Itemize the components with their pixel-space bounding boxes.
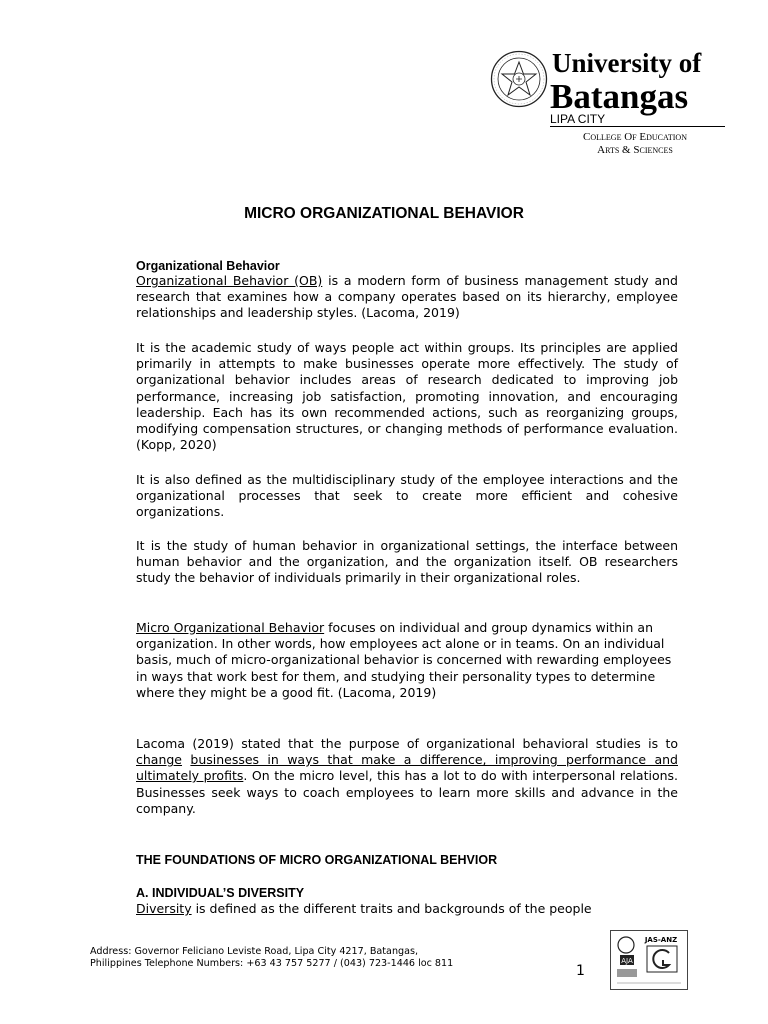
paragraph-text: is defined as the different traits and backgrounds of the people <box>191 901 592 916</box>
footer-address: Address: Governor Feliciano Leviste Road, Lipa City 4217, Batangas, Philippines Telephone Numbers: +63 43 757 5277 / (043) 723-1446 loc 811 <box>90 946 454 969</box>
paragraph-lacoma-purpose <box>136 736 678 817</box>
paragraph-text: Lacoma (2019) stated that the purpose of organizational behavioral studies is to <box>136 736 678 751</box>
college-name-line2: Arts & Sciences <box>597 144 673 156</box>
cert-label: JAS-ANZ <box>644 936 678 944</box>
cert-badge-text: AJA <box>621 957 633 965</box>
section-heading-foundations: THE FOUNDATIONS OF MICRO ORGANIZATIONAL BEHVIOR <box>136 853 498 867</box>
paragraph-multidisciplinary <box>136 472 678 521</box>
paragraph-micro-ob <box>136 620 678 701</box>
paragraph-text: is a modern form of business management study and research that examines how a company operates based on its hierarchy, employee relationships and leadership styles. (Lacoma, 2019) <box>136 273 678 321</box>
section-heading-organizational-behavior: Organizational Behavior <box>136 259 280 273</box>
term-organizational-behavior: Organizational Behavior (OB) <box>136 273 323 288</box>
college-name-line1: College Of Education <box>583 131 687 143</box>
paragraph-text: It is the study of human behavior in organizational settings, the interface between human behavior and the organization, and the organization itself. OB researchers study the behavior of individuals primarily in their organizational roles. <box>136 538 678 586</box>
paragraph-text: . On the micro level, this has a lot to do with interpersonal relations. Businesses seek ways to coach employees to learn more skills and advance in the company. <box>136 768 678 816</box>
term-micro-organizational-behavior: Micro Organizational Behavior <box>136 620 325 635</box>
paragraph-ob-definition <box>136 273 678 322</box>
header-divider <box>550 126 725 127</box>
university-name-line2: Batangas <box>550 77 689 116</box>
university-city: LIPA CITY <box>550 112 606 126</box>
university-seal-icon <box>490 50 548 108</box>
paragraph-academic-study <box>136 340 678 453</box>
term-businesses-difference: businesses in ways that make a difference, improving performance and ultimately profits <box>136 752 678 784</box>
certification-badge-icon <box>610 930 688 990</box>
subheading-individuals-diversity: A. INDIVIDUAL’S DIVERSITY <box>136 886 305 900</box>
paragraph-text: It is also defined as the multidisciplinary study of the employee interactions and the organizational processes that seek to create more efficient and cohesive organizations. <box>136 472 678 520</box>
term-diversity: Diversity <box>136 901 192 916</box>
paragraph-text: It is the academic study of ways people act within groups. Its principles are applied primarily in attempts to make businesses operate more effectively. The study of organizational behavior includes areas of research dedicated to improving job performance, increasing job satisfaction, promoting innovation, and encouraging leadership. Each has its own recommended actions, such as reorganizing groups, modifying compensation structures, or changing methods of performance evaluation. (Kopp, 2020) <box>136 340 678 453</box>
paragraph-human-behavior <box>136 538 678 587</box>
paragraph-text: focuses on individual and group dynamics within an organization. In other words, how employees act alone or in teams. On an individual basis, much of micro-organizational behavior is concerned with rewarding employees in ways that work best for them, and studying their personality types to determine where they might be a good fit. (Lacoma, 2019) <box>136 620 672 700</box>
university-name-line1: University of <box>552 48 702 78</box>
term-change: change <box>136 752 183 768</box>
document-title: MICRO ORGANIZATIONAL BEHAVIOR <box>244 205 524 222</box>
page-number: 1 <box>576 963 585 979</box>
paragraph-diversity <box>136 901 678 917</box>
